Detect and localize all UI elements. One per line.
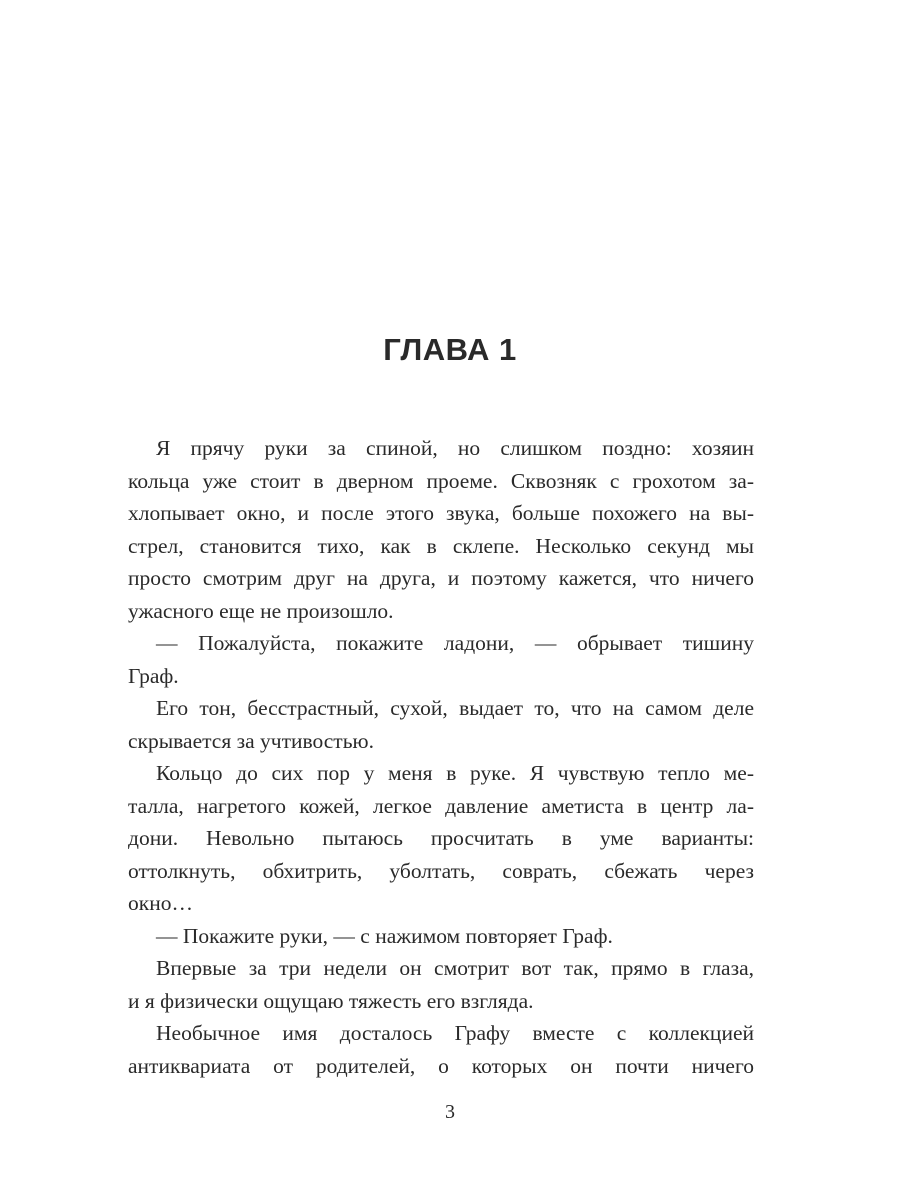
paragraph <box>128 920 754 953</box>
paragraph <box>128 952 754 1017</box>
text-line: Кольцо до сих пор у меня в руке. Я чувствую тепло ме- <box>156 761 754 785</box>
text-line: Впервые за три недели он смотрит вот так, прямо в глаза, <box>156 956 754 980</box>
paragraph <box>128 1017 754 1082</box>
paragraph <box>128 627 754 692</box>
text-line: — Покажите руки, — с нажимом повторяет Граф. <box>156 923 613 948</box>
paragraph <box>128 757 754 920</box>
text-line: стрел, становится тихо, как в склепе. Несколько секунд мы <box>128 533 754 558</box>
text-line: Я прячу руки за спиной, но слишком поздно: хозяин <box>156 436 754 460</box>
text-line: хлопывает окно, и после этого звука, больше похожего на вы- <box>128 501 754 525</box>
page-number: 3 <box>445 1101 455 1123</box>
page-body-text <box>128 432 754 1082</box>
text-line: скрывается за учтивостью. <box>128 728 374 753</box>
text-line: — Пожалуйста, покажите ладони, — обрывает тишину <box>156 631 754 655</box>
text-line: оттолкнуть, обхитрить, уболтать, соврать, сбежать через <box>128 858 754 883</box>
text-line: Необычное имя досталось Графу вместе с коллекцией <box>156 1021 754 1045</box>
text-line: окно… <box>128 891 193 915</box>
chapter-title: ГЛАВА 1 <box>383 332 517 367</box>
text-line: кольца уже стоит в дверном проеме. Сквозняк с грохотом за- <box>128 468 754 493</box>
text-line: ужасного еще не произошло. <box>128 598 394 623</box>
text-line: антиквариата от родителей, о которых он почти ничего <box>128 1053 754 1078</box>
text-line: талла, нагретого кожей, легкое давление аметиста в центр ла- <box>128 793 754 818</box>
paragraph <box>128 692 754 757</box>
text-line: Граф. <box>128 663 179 688</box>
text-line: просто смотрим друг на друга, и поэтому кажется, что ничего <box>128 566 754 590</box>
paragraph <box>128 432 754 627</box>
text-line: дони. Невольно пытаюсь просчитать в уме варианты: <box>128 826 754 850</box>
text-line: Его тон, бесстрастный, сухой, выдает то, что на самом деле <box>156 696 754 720</box>
text-line: и я физически ощущаю тяжесть его взгляда. <box>128 988 534 1013</box>
